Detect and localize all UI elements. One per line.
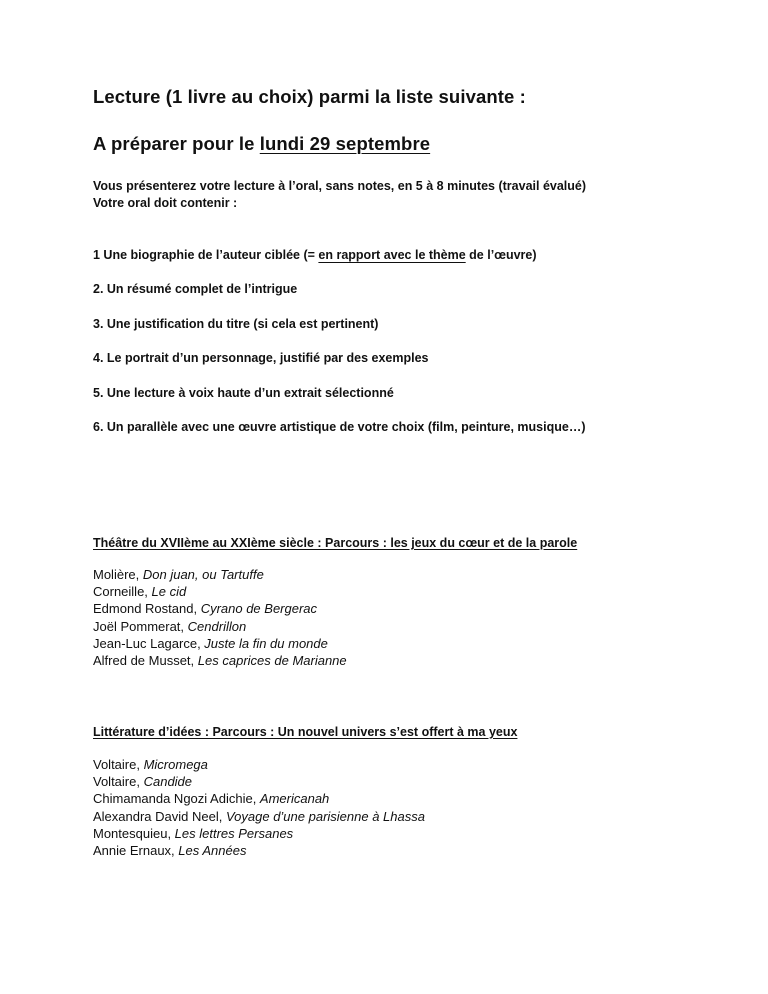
requirement-item-4: 4. Le portrait d’un personnage, justifié par des exemples — [93, 351, 429, 365]
book-author: Voltaire, — [93, 757, 144, 772]
list-item — [93, 566, 347, 583]
requirement-item-1 — [93, 248, 537, 262]
list-item — [93, 790, 425, 807]
requirement-item-3: 3. Une justification du titre (si cela est pertinent) — [93, 317, 379, 331]
list-item — [93, 756, 425, 773]
book-title: Juste la fin du monde — [204, 635, 328, 651]
deadline-heading — [93, 133, 430, 155]
book-author: Alfred de Musset, — [93, 653, 198, 669]
book-title: Les Années — [178, 843, 247, 859]
list-item — [93, 842, 425, 859]
book-author: Edmond Rostand, — [93, 601, 201, 617]
deadline-prefix: A préparer pour le — [93, 133, 260, 154]
list-item — [93, 635, 347, 652]
book-title: Americanah — [259, 791, 330, 807]
list-item — [93, 808, 425, 825]
requirement-1-emphasis: en rapport avec le thème — [318, 248, 466, 262]
book-title: Les lettres Persanes — [174, 825, 294, 841]
book-author: Voltaire, — [93, 774, 144, 790]
book-title: Le cid — [151, 584, 187, 600]
book-author: Corneille, — [93, 584, 152, 600]
book-list-theatre — [93, 566, 347, 669]
list-item — [93, 652, 347, 669]
list-item — [93, 583, 347, 600]
requirement-1-suffix: de l’œuvre) — [465, 248, 537, 262]
requirement-item-5: 5. Une lecture à voix haute d’un extrait sélectionné — [93, 386, 394, 400]
section-title-litterature: Littérature d’idées : Parcours : Un nouvel univers s’est offert à ma yeux — [93, 725, 518, 739]
book-title: Voyage d’une parisienne à Lhassa — [225, 808, 425, 824]
book-author: Chimamanda Ngozi Adichie, — [93, 791, 260, 807]
instructions-line-1: Vous présenterez votre lecture à l’oral, sans notes, en 5 à 8 minutes (travail évalué) — [93, 179, 587, 193]
book-title: Don juan, ou Tartuffe — [142, 567, 264, 582]
book-author: Alexandra David Neel, — [93, 808, 226, 824]
page-title: Lecture (1 livre au choix) parmi la liste suivante : — [93, 86, 526, 107]
requirement-item-2: 2. Un résumé complet de l’intrigue — [93, 282, 298, 296]
list-item — [93, 600, 347, 617]
book-author: Molière, — [93, 567, 143, 582]
book-title: Cyrano de Bergerac — [200, 601, 318, 617]
book-author: Montesquieu, — [93, 825, 175, 841]
list-item — [93, 773, 425, 790]
book-title: Micromega — [143, 757, 208, 772]
book-author: Annie Ernaux, — [93, 843, 179, 859]
book-author: Jean-Luc Lagarce, — [93, 635, 205, 651]
list-item — [93, 618, 347, 635]
instructions-line-2: Votre oral doit contenir : — [93, 196, 238, 210]
book-author: Joël Pommerat, — [93, 618, 188, 634]
deadline-date: lundi 29 septembre — [259, 133, 431, 154]
requirement-item-6: 6. Un parallèle avec une œuvre artistique de votre choix (film, peinture, musique…) — [93, 420, 586, 434]
instructions — [93, 178, 586, 212]
requirement-1-prefix: 1 Une biographie de l’auteur ciblée (= — [93, 248, 319, 262]
book-title: Candide — [143, 774, 193, 790]
book-title: Les caprices de Marianne — [197, 653, 347, 669]
section-title-theatre: Théâtre du XVIIème au XXIème siècle : Parcours : les jeux du cœur et de la parole — [93, 536, 578, 550]
list-item — [93, 825, 425, 842]
book-list-litterature — [93, 756, 425, 859]
book-title: Cendrillon — [187, 618, 247, 634]
